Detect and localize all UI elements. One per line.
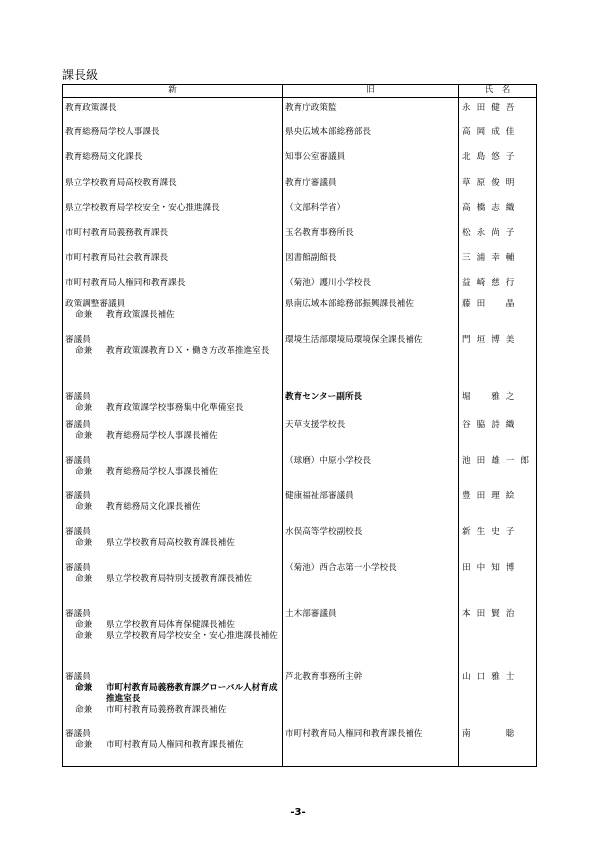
- person-name: 新生史子: [459, 525, 537, 561]
- new-position-cell: [63, 383, 283, 418]
- column-header-new: 新: [63, 85, 283, 98]
- new-position: 審議員: [65, 729, 91, 739]
- person-name: 南 聡: [459, 727, 537, 767]
- new-position: 審議員: [65, 420, 91, 430]
- new-position-cell: [63, 122, 283, 147]
- person-name: 池田雄一郎: [459, 454, 537, 489]
- new-position: 教育総務局文化課長: [65, 152, 143, 162]
- table-row: [63, 122, 537, 147]
- concurrent-assignment: [65, 538, 280, 549]
- concurrent-assignment: [65, 740, 280, 751]
- assignment-text: 教育政策課長補佐: [106, 310, 175, 320]
- assignment-text: 市町村教育局義務教育課グローバル人材育成推進室長: [106, 683, 278, 704]
- new-position-cell: [63, 670, 283, 727]
- person-name: 門垣博美: [459, 333, 537, 383]
- table-row: [63, 198, 537, 223]
- new-position-cell: [63, 198, 283, 223]
- concurrent-assignment: [65, 403, 280, 414]
- assignment-text: 県立学校教育局学校安全・安心推進課長補佐: [106, 631, 278, 641]
- concurrent-assignment: [65, 574, 280, 585]
- section-heading: 課長級: [62, 68, 99, 82]
- new-position: 政策調整審議員: [65, 299, 126, 309]
- table-header-row: [63, 85, 537, 98]
- person-name: 三浦幸輔: [459, 248, 537, 273]
- person-name: 谷脇詩織: [459, 418, 537, 454]
- person-name: 堀 雅之: [459, 383, 537, 418]
- old-position: 教育庁審議員: [283, 173, 459, 198]
- old-position: 芦北教育事務所主幹: [283, 670, 459, 727]
- new-position-cell: [63, 525, 283, 561]
- new-position: 審議員: [65, 491, 91, 501]
- old-position: 水俣高等学校副校長: [283, 525, 459, 561]
- person-name: 北島悠子: [459, 147, 537, 173]
- table-row: [63, 297, 537, 333]
- new-position: 審議員: [65, 392, 91, 402]
- person-name: 草原俊明: [459, 173, 537, 198]
- person-name: 豊田理絵: [459, 489, 537, 525]
- new-position: 審議員: [65, 527, 91, 537]
- old-position: 教育庁政策監: [283, 98, 459, 123]
- new-position-cell: [63, 607, 283, 670]
- concurrent-assignment: [65, 705, 280, 716]
- new-position-cell: [63, 173, 283, 198]
- concurrent-assignment: [65, 683, 280, 705]
- new-position: 市町村教育局社会教育課長: [65, 253, 169, 263]
- new-position: 教育政策課長: [65, 103, 117, 113]
- old-position: （菊池）西合志第一小学校長: [283, 561, 459, 607]
- concurrent-assignment: [65, 631, 280, 642]
- assignment-tag: 命兼: [75, 631, 93, 641]
- new-position-cell: [63, 273, 283, 297]
- table-row: [63, 273, 537, 297]
- new-position-cell: [63, 297, 283, 333]
- person-name: 山口雅士: [459, 670, 537, 727]
- old-position: 市町村教育局人権同和教育課長補佐: [283, 727, 459, 767]
- concurrent-assignment: [65, 310, 280, 321]
- old-position: 県央広域本部総務部長: [283, 122, 459, 147]
- table-row: [63, 333, 537, 383]
- new-position: 県立学校教育局高校教育課長: [65, 178, 177, 188]
- assignment-tag: 命兼: [75, 346, 93, 356]
- assignment-tag: 命兼: [75, 574, 93, 584]
- column-header-old: 旧: [283, 85, 459, 98]
- concurrent-assignment: [65, 431, 280, 442]
- new-position-cell: [63, 454, 283, 489]
- new-position-cell: [63, 248, 283, 273]
- new-position: 審議員: [65, 456, 91, 466]
- assignment-text: 市町村教育局人権同和教育課長補佐: [106, 740, 244, 750]
- old-position: 土木部審議員: [283, 607, 459, 670]
- old-position: 健康福祉部審議員: [283, 489, 459, 525]
- new-position: 審議員: [65, 563, 91, 573]
- new-position: 審議員: [65, 335, 91, 345]
- assignment-tag: 命兼: [75, 705, 93, 715]
- assignment-text: 市町村教育局義務教育課長補佐: [106, 705, 227, 715]
- table-row: [63, 670, 537, 727]
- assignment-text: 教育政策課教育ＤＸ・働き方改革推進室長: [106, 346, 270, 356]
- person-name: 藤田 晶: [459, 297, 537, 333]
- personnel-table: [62, 84, 537, 767]
- table-row: [63, 418, 537, 454]
- concurrent-assignment: [65, 467, 280, 478]
- table-row: [63, 727, 537, 767]
- person-name: 本田賢治: [459, 607, 537, 670]
- person-name: 高橋志織: [459, 198, 537, 223]
- new-position-cell: [63, 333, 283, 383]
- new-position-cell: [63, 147, 283, 173]
- table-row: [63, 454, 537, 489]
- table-row: [63, 223, 537, 248]
- table-row: [63, 98, 537, 123]
- table-row: [63, 607, 537, 670]
- assignment-tag: 命兼: [75, 538, 93, 548]
- column-header-name: 氏 名: [459, 85, 537, 98]
- assignment-text: 教育総務局学校人事課長補佐: [106, 431, 218, 441]
- new-position: 審議員: [65, 672, 91, 682]
- assignment-tag: 命兼: [75, 467, 93, 477]
- assignment-text: 教育政策課学校事務集中化準備室長: [106, 403, 244, 413]
- table-row: [63, 248, 537, 273]
- assignment-tag: 命兼: [75, 683, 93, 693]
- person-name: 高岡成佳: [459, 122, 537, 147]
- table-row: [63, 147, 537, 173]
- new-position-cell: [63, 561, 283, 607]
- person-name: 永田健吾: [459, 98, 537, 123]
- assignment-text: 県立学校教育局特別支援教育課長補佐: [106, 574, 253, 584]
- new-position-cell: [63, 489, 283, 525]
- person-name: 田中知博: [459, 561, 537, 607]
- table-row: [63, 525, 537, 561]
- table-row: [63, 489, 537, 525]
- new-position-cell: [63, 727, 283, 767]
- table-row: [63, 561, 537, 607]
- table-row: [63, 173, 537, 198]
- person-name: 益崎慈行: [459, 273, 537, 297]
- page-number: -3-: [290, 807, 306, 818]
- assignment-tag: 命兼: [75, 403, 93, 413]
- assignment-tag: 命兼: [75, 620, 93, 630]
- old-position: （文部科学省）: [283, 198, 459, 223]
- old-position: （球磨）中原小学校長: [283, 454, 459, 489]
- assignment-tag: 命兼: [75, 502, 93, 512]
- old-position: 天草支援学校長: [283, 418, 459, 454]
- new-position-cell: [63, 418, 283, 454]
- table-row: [63, 383, 537, 418]
- old-position: （菊池）護川小学校長: [283, 273, 459, 297]
- old-position: 教育センター副所長: [283, 383, 459, 418]
- old-position: 知事公室審議員: [283, 147, 459, 173]
- new-position-cell: [63, 98, 283, 123]
- person-name: 松永尚子: [459, 223, 537, 248]
- assignment-tag: 命兼: [75, 310, 93, 320]
- assignment-tag: 命兼: [75, 431, 93, 441]
- old-position: 玉名教育事務所長: [283, 223, 459, 248]
- new-position: 市町村教育局人権同和教育課長: [65, 278, 186, 288]
- new-position: 市町村教育局義務教育課長: [65, 228, 169, 238]
- new-position: 県立学校教育局学校安全・安心推進課長: [65, 203, 220, 213]
- assignment-text: 教育総務局学校人事課長補佐: [106, 467, 218, 477]
- new-position: 審議員: [65, 609, 91, 619]
- new-position-cell: [63, 223, 283, 248]
- assignment-text: 県立学校教育局体育保健課長補佐: [106, 620, 235, 630]
- concurrent-assignment: [65, 346, 280, 357]
- assignment-tag: 命兼: [75, 740, 93, 750]
- assignment-text: 県立学校教育局高校教育課長補佐: [106, 538, 235, 548]
- old-position: 県南広域本部総務部振興課長補佐: [283, 297, 459, 333]
- concurrent-assignment: [65, 620, 280, 631]
- new-position: 教育総務局学校人事課長: [65, 127, 160, 137]
- old-position: 図書館副館長: [283, 248, 459, 273]
- old-position: 環境生活部環境局環境保全課長補佐: [283, 333, 459, 383]
- concurrent-assignment: [65, 502, 280, 513]
- assignment-text: 教育総務局文化課長補佐: [106, 502, 201, 512]
